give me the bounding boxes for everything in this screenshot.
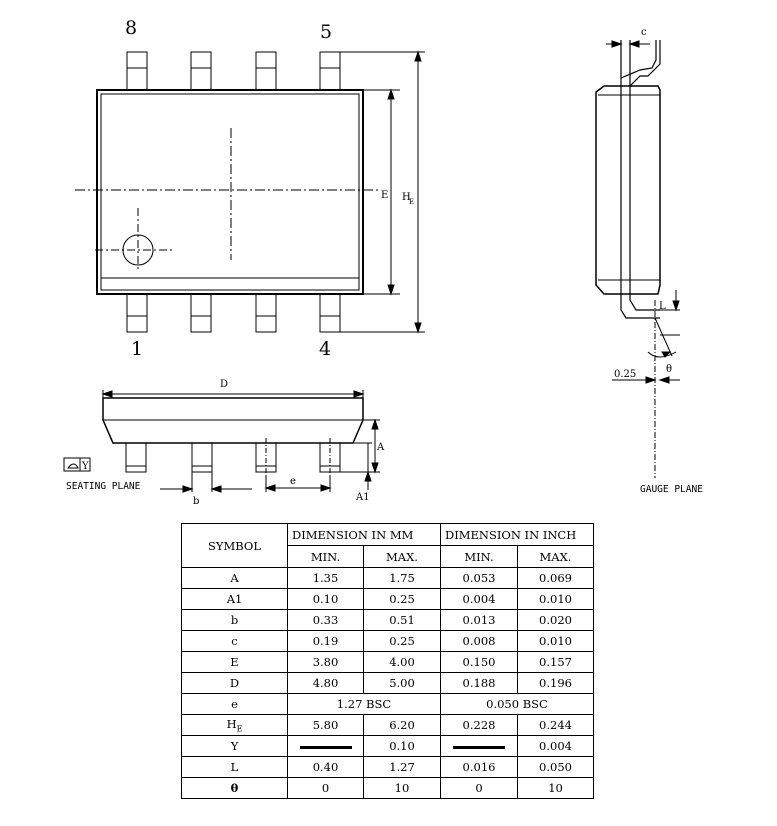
dim-theta-label: θ	[666, 364, 673, 375]
mm-min-cell: 4.80	[288, 673, 364, 694]
dim-A1-label: A1	[356, 492, 370, 503]
inch-max-cell: 0.157	[518, 652, 594, 673]
inch-min-cell	[441, 736, 518, 757]
inch-min-cell: 0.008	[441, 631, 518, 652]
mm-max-cell: 0.10	[364, 736, 441, 757]
package-body	[97, 90, 363, 294]
pin	[256, 52, 276, 90]
pin-label-8: 8	[125, 17, 138, 39]
table-row	[182, 673, 594, 694]
inch-min-cell: 0.150	[441, 652, 518, 673]
symbol-cell: A	[182, 568, 288, 589]
leg	[320, 443, 340, 472]
inch-min-cell: 0	[441, 778, 518, 799]
table-row	[182, 694, 594, 715]
mm-min-cell: 1.35	[288, 568, 364, 589]
mm-bsc-cell: 1.27 BSC	[288, 694, 441, 715]
side-view	[596, 40, 680, 478]
mm-max-cell: 0.25	[364, 589, 441, 610]
mm-min-cell: 0.10	[288, 589, 364, 610]
mm-min-cell: 0	[288, 778, 364, 799]
pin	[191, 294, 211, 332]
table-row	[182, 589, 594, 610]
dim-HE-sub: E	[409, 198, 415, 206]
gauge-value-label: 0.25	[614, 369, 637, 380]
mm-min-cell: 5.80	[288, 715, 364, 736]
inch-min-cell: 0.004	[441, 589, 518, 610]
no-value-dash	[300, 746, 352, 749]
inch-max-cell: 0.069	[518, 568, 594, 589]
inch-min-cell: 0.188	[441, 673, 518, 694]
inch-max-header: MAX.	[518, 546, 594, 568]
dim-HE-label: H	[402, 192, 411, 203]
coplanarity-label: Y	[82, 461, 89, 472]
mm-min-header: MIN.	[288, 546, 364, 568]
inch-min-cell: 0.013	[441, 610, 518, 631]
mm-max-cell: 0.25	[364, 631, 441, 652]
symbol-cell: E	[182, 652, 288, 673]
leg	[126, 443, 146, 472]
inch-bsc-cell: 0.050 BSC	[441, 694, 594, 715]
table-row	[182, 778, 594, 799]
pin	[127, 52, 147, 90]
inch-max-cell: 10	[518, 778, 594, 799]
inch-min-cell: 0.053	[441, 568, 518, 589]
inch-header: DIMENSION IN INCH	[441, 524, 594, 546]
inch-max-cell: 0.020	[518, 610, 594, 631]
symbol-cell: b	[182, 610, 288, 631]
dim-c-label: c	[641, 27, 647, 38]
seating-plane-label: SEATING PLANE	[66, 481, 141, 492]
dim-e-label: e	[290, 476, 296, 487]
symbol-cell	[182, 715, 288, 736]
dim-D-label: D	[220, 379, 229, 390]
mm-max-header: MAX.	[364, 546, 441, 568]
side-view-labels	[614, 27, 703, 495]
pin	[320, 294, 340, 332]
mm-max-cell: 10	[364, 778, 441, 799]
dimension-table	[181, 523, 594, 799]
mm-min-cell: 0.40	[288, 757, 364, 778]
top-view	[75, 52, 425, 332]
pin-label-4: 4	[319, 338, 332, 360]
table-row	[182, 757, 594, 778]
mm-max-cell: 0.51	[364, 610, 441, 631]
dim-E-label: E	[381, 190, 389, 201]
inch-max-cell: 0.244	[518, 715, 594, 736]
leg	[256, 443, 276, 472]
table-row	[182, 631, 594, 652]
mm-min-cell	[288, 736, 364, 757]
mm-max-cell: 1.27	[364, 757, 441, 778]
pin	[127, 294, 147, 332]
no-value-dash	[453, 746, 505, 749]
inch-max-cell: 0.004	[518, 736, 594, 757]
pin	[191, 52, 211, 90]
leg	[192, 443, 212, 472]
mm-max-cell: 1.75	[364, 568, 441, 589]
inch-max-cell: 0.196	[518, 673, 594, 694]
side-body	[596, 86, 660, 294]
inch-min-cell: 0.016	[441, 757, 518, 778]
table-row	[182, 715, 594, 736]
symbol-header: SYMBOL	[182, 524, 288, 568]
inch-min-cell: 0.228	[441, 715, 518, 736]
symbol-cell: θ	[182, 778, 288, 799]
mm-max-cell: 4.00	[364, 652, 441, 673]
dim-A-label: A	[377, 442, 385, 453]
pin-label-5: 5	[320, 21, 333, 43]
table-header-row	[182, 524, 594, 546]
symbol-he-main: H	[226, 716, 237, 731]
front-view	[64, 390, 380, 492]
mm-max-cell: 5.00	[364, 673, 441, 694]
mm-max-cell: 6.20	[364, 715, 441, 736]
inch-min-header: MIN.	[441, 546, 518, 568]
dim-L-label: L	[659, 301, 666, 312]
pin	[256, 294, 276, 332]
gauge-plane-label: GAUGE PLANE	[640, 484, 703, 495]
inch-max-cell: 0.010	[518, 589, 594, 610]
mm-min-cell: 3.80	[288, 652, 364, 673]
table-row	[182, 652, 594, 673]
symbol-cell: Y	[182, 736, 288, 757]
pin	[320, 52, 340, 90]
table-row	[182, 568, 594, 589]
dim-b-label: b	[193, 496, 200, 507]
inch-max-cell: 0.010	[518, 631, 594, 652]
table-row	[182, 736, 594, 757]
symbol-cell: e	[182, 694, 288, 715]
symbol-cell: c	[182, 631, 288, 652]
symbol-cell: A1	[182, 589, 288, 610]
symbol-cell: D	[182, 673, 288, 694]
inch-max-cell: 0.050	[518, 757, 594, 778]
pin-label-1: 1	[131, 338, 144, 360]
mm-min-cell: 0.33	[288, 610, 364, 631]
mm-header: DIMENSION IN MM	[288, 524, 441, 546]
symbol-cell: L	[182, 757, 288, 778]
symbol-he-sub: E	[236, 724, 243, 734]
table-row	[182, 610, 594, 631]
mm-min-cell: 0.19	[288, 631, 364, 652]
lead-profile	[621, 40, 660, 318]
